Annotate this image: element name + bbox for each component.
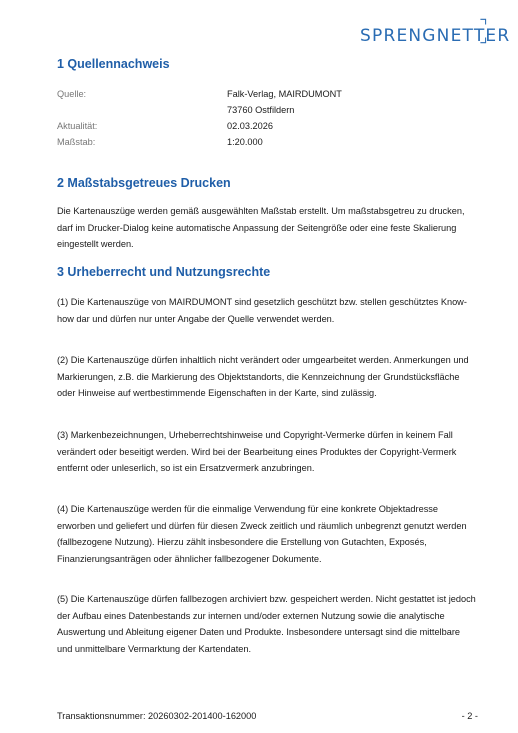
page-number: - 2 - — [461, 711, 478, 721]
source-table — [57, 86, 477, 150]
source-row — [57, 102, 477, 118]
copyright-paragraph-2: (2) Die Kartenauszüge dürfen inhaltlich nicht verändert oder umgearbeitet werden. Anmerkungen und Markierungen, z.B. die Markierung des Objektstandorts, die Kennzeichnung der Grundstücksfläche oder Hinweise auf wertbestimmende Eigenschaften in der Karte, sind zulässig. — [57, 355, 469, 398]
source-value: 02.03.2026 — [227, 121, 273, 131]
section-title-copyright: 3 Urheberrecht und Nutzungsrechte — [57, 265, 271, 279]
copyright-paragraph-3: (3) Markenbezeichnungen, Urheberrechtshinweise und Copyright-Vermerke dürfen in keinem Fall verändert oder beseitigt werden. Wird bei der Bearbeitung eines Produktes der Copyright-Vermerk entfernt oder unleserlich, so ist ein Ersatzvermerk anzubringen. — [57, 430, 457, 473]
section-title-sources: 1 Quellennachweis — [57, 57, 170, 71]
source-row — [57, 134, 477, 150]
copyright-paragraph-4: (4) Die Kartenauszüge werden für die einmalige Verwendung für eine konkrete Objektadresse erworben und geliefert und dürfen für diesen Zweck zeitlich und räumlich unbegrenzt genutzt werden (fallbezogene Nutzung). Hierzu zählt insbesondere die Erstellung von Gutachten, Exposés, Finanzierungsanträgen oder ähnlicher fallbezogener Dokumente. — [57, 504, 467, 564]
copyright-paragraph-1: (1) Die Kartenauszüge von MAIRDUMONT sind gesetzlich geschützt bzw. stellen geschütztes Know- how dar und dürfen nur unter Angabe der Quelle verwendet werden. — [57, 297, 467, 324]
scale-print-paragraph: Die Kartenauszüge werden gemäß ausgewählten Maßstab erstellt. Um maßstabsgetreu zu drucken, darf im Drucker-Dialog keine automatische Anpassung der Seitengröße oder eine feste Skalierung eingestellt werden. — [57, 206, 465, 249]
source-key: Aktualität: — [57, 121, 98, 131]
source-key: Quelle: — [57, 89, 87, 99]
source-key: Maßstab: — [57, 137, 96, 147]
copyright-paragraph-5: (5) Die Kartenauszüge dürfen fallbezogen archiviert bzw. gespeichert werden. Nicht gestattet ist jedoch der Aufbau eines Datenbestands zur internen und/oder externen Nutzung sowie die analytische Auswertung und Ableitung eigener Daten und Produkte. Insbesondere untersagt sind die mittelbare und unmittelbare Vermarktung der Kartendaten. — [57, 594, 476, 654]
logo-bracket-icon — [476, 18, 490, 44]
source-value: 1:20.000 — [227, 137, 263, 147]
source-value: 73760 Ostfildern — [227, 105, 295, 115]
source-value: Falk-Verlag, MAIRDUMONT — [227, 89, 342, 99]
logo-text: SPRENGNETTER — [360, 26, 511, 46]
section-title-scale-print: 2 Maßstabsgetreues Drucken — [57, 176, 231, 190]
sprengnetter-logo — [360, 20, 511, 56]
transaction-number: Transaktionsnummer: 20260302-201400-162000 — [57, 711, 257, 721]
source-row — [57, 118, 477, 134]
source-row — [57, 86, 477, 102]
